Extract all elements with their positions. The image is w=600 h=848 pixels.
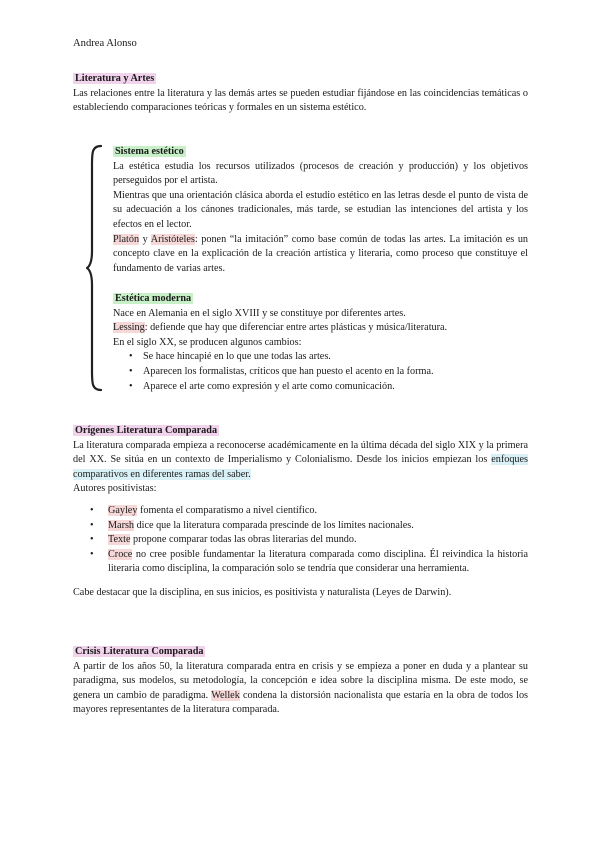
text: La literatura comparada empieza a reconocerse académicamente en la última década del siglo XIX y la primera del XX. Se sitúa en un contexto de Imperialismo y Colonialismo. Desde los inicios empiezan los (73, 439, 528, 466)
bullet-list (113, 350, 528, 394)
text: no cree posible fundamentar la literatura comparada como disciplina. Él reivindica la historia literaria como disciplina, la comparación solo se tendría que considerar una herramienta. (108, 548, 528, 575)
section-literatura-artes (73, 72, 528, 116)
text: : ponen “la imitación” como base común de todas las artes. La imitación es un concepto clave en la explicación de la creación artística y literaria, como proceso que constituye el fundamento de varias artes. (113, 233, 529, 274)
paragraph: Las relaciones entre la literatura y las demás artes se pueden estudiar fijándose en las coincidencias temáticas o estableciendo comparaciones teóricas y formales en un sistema estético. (73, 87, 528, 114)
text: fomenta el comparatismo a nivel científico. (137, 504, 318, 516)
curly-brace-icon (86, 143, 104, 393)
list-item: • Aparecen los formalistas, críticos que han puesto el acento en la forma. (113, 365, 528, 380)
section-title: Estética moderna (115, 293, 192, 304)
paragraph: Autores positivistas: (73, 483, 157, 495)
highlight-name: Marsh (108, 519, 135, 531)
highlight-name: Texte (108, 534, 131, 546)
section-title: Sistema estético (115, 146, 184, 157)
list-item (73, 548, 528, 577)
paragraph: Cabe destacar que la disciplina, en sus inicios, es positivista y naturalista (Leyes de Darwin). (73, 586, 452, 598)
list-item (73, 533, 528, 548)
author-name: Andrea Alonso (73, 38, 137, 49)
paragraph: En el siglo XX, se producen algunos cambios: (113, 336, 302, 348)
text: condena la distorsión nacionalista que estaría en la obra de todos los mayores representantes de la literatura comparada. (73, 689, 529, 716)
paragraph (113, 321, 528, 336)
section-estetica-moderna (113, 292, 528, 394)
paragraph (113, 233, 528, 277)
list-item (73, 504, 528, 519)
highlight-name: Croce (108, 548, 133, 560)
section-title: Crisis Literatura Comparada (75, 646, 204, 657)
section-sistema-estetico (113, 145, 528, 276)
highlight-name: Aristóteles (150, 233, 195, 245)
highlight-name: Platón (113, 233, 140, 245)
paragraph: Mientras que una orientación clásica aborda el estudio estético en las letras desde el punto de vista de su adecuación a los cánones tradicionales, más tarde, se estudian las intenciones del artista y los efectos en el lector. (113, 189, 528, 230)
list-item (73, 519, 528, 534)
list-item: • Se hace hincapié en lo que une todas las artes. (113, 350, 528, 365)
list-item: • Aparece el arte como expresión y el arte como comunicación. (113, 380, 528, 395)
paragraph (73, 439, 528, 483)
highlight-name: Wellek (211, 689, 240, 701)
text: y (142, 233, 148, 245)
text: propone comparar todas las obras literarias del mundo. (130, 534, 357, 546)
section-crisis (73, 645, 528, 718)
paragraph (73, 660, 528, 718)
section-title: Orígenes Literatura Comparada (75, 425, 218, 436)
section-title: Literatura y Artes (75, 73, 155, 84)
highlight-name: Gayley (108, 504, 138, 516)
text: dice que la literatura comparada prescinde de los límites nacionales. (134, 519, 414, 531)
text: A partir de los años 50, la literatura comparada entra en crisis y se empieza a poner en duda y a plantear su paradigma, sus modelos, su metodología, la concepción e idea sobre la disciplina misma. De este modo, se genera un cambio de paradigma. (73, 660, 528, 701)
authors-list (73, 504, 528, 577)
section-origenes (73, 424, 528, 601)
text: : defiende que hay que diferenciar entre artes plásticas y música/literatura. (144, 322, 448, 334)
highlight-name: Lessing (113, 322, 145, 334)
paragraph: La estética estudia los recursos utilizados (procesos de creación y producción) y los objetivos perseguidos por el artista. (113, 160, 528, 187)
paragraph: Nace en Alemania en el siglo XVIII y se constituye por diferentes artes. (113, 307, 406, 319)
highlight-text: enfoques comparativos en diferentes ramas del saber. (73, 454, 528, 480)
